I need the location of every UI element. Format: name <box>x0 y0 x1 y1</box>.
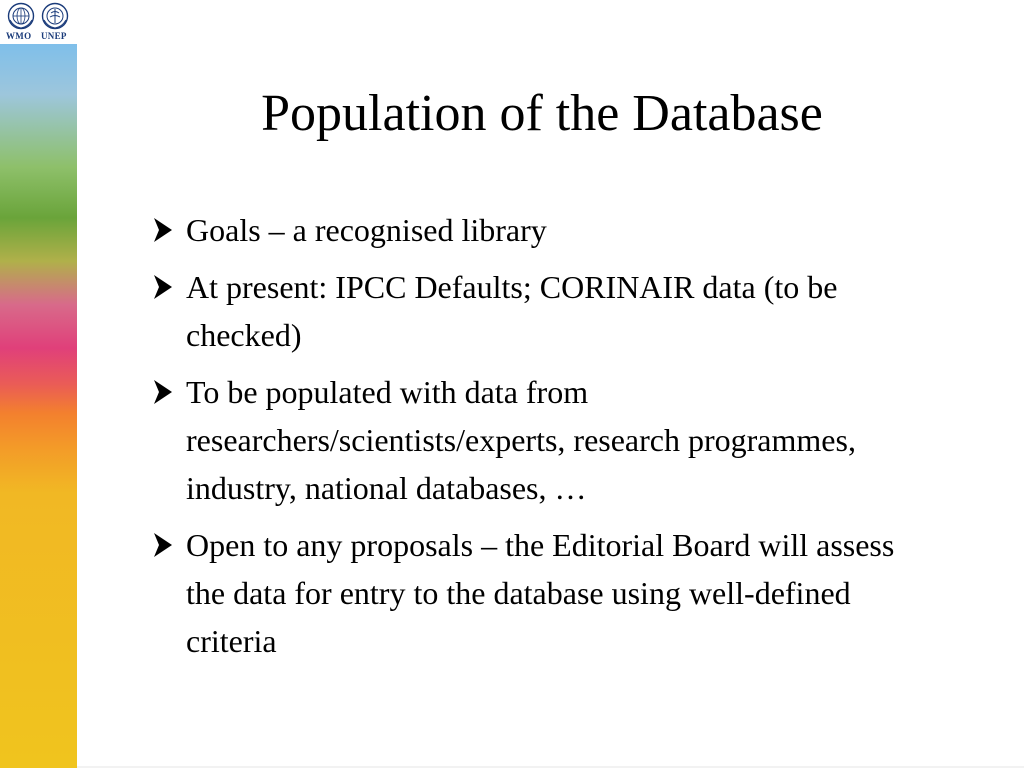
wmo-caption: WMO <box>6 31 32 41</box>
bullet-text: At present: IPCC Defaults; CORINAIR data (to be checked) <box>186 269 838 353</box>
arrow-bullet-icon <box>150 521 180 569</box>
slide-title: Population of the Database <box>261 85 823 142</box>
decorative-color-bar <box>0 44 77 768</box>
arrow-bullet-icon <box>150 368 180 416</box>
bullet-list <box>150 206 910 674</box>
wmo-unep-logo <box>0 0 77 44</box>
bullet-text: Open to any proposals – the Editorial Board will assess the data for entry to the database using well-defined criteria <box>186 527 895 659</box>
arrow-bullet-icon <box>150 206 180 254</box>
arrow-bullet-icon <box>150 263 180 311</box>
bullet-item-to-be-populated <box>150 368 910 512</box>
bullet-text: Goals – a recognised library <box>186 212 547 248</box>
bullet-text: To be populated with data from researchers/scientists/experts, research programmes, industry, national databases, … <box>186 374 856 506</box>
unep-caption: UNEP <box>41 31 67 41</box>
wmo-emblem-icon <box>7 2 35 30</box>
unep-emblem-icon <box>41 2 69 30</box>
bullet-item-at-present <box>150 263 910 359</box>
bullet-item-open-to-proposals <box>150 521 910 665</box>
bullet-item-goals <box>150 206 910 254</box>
